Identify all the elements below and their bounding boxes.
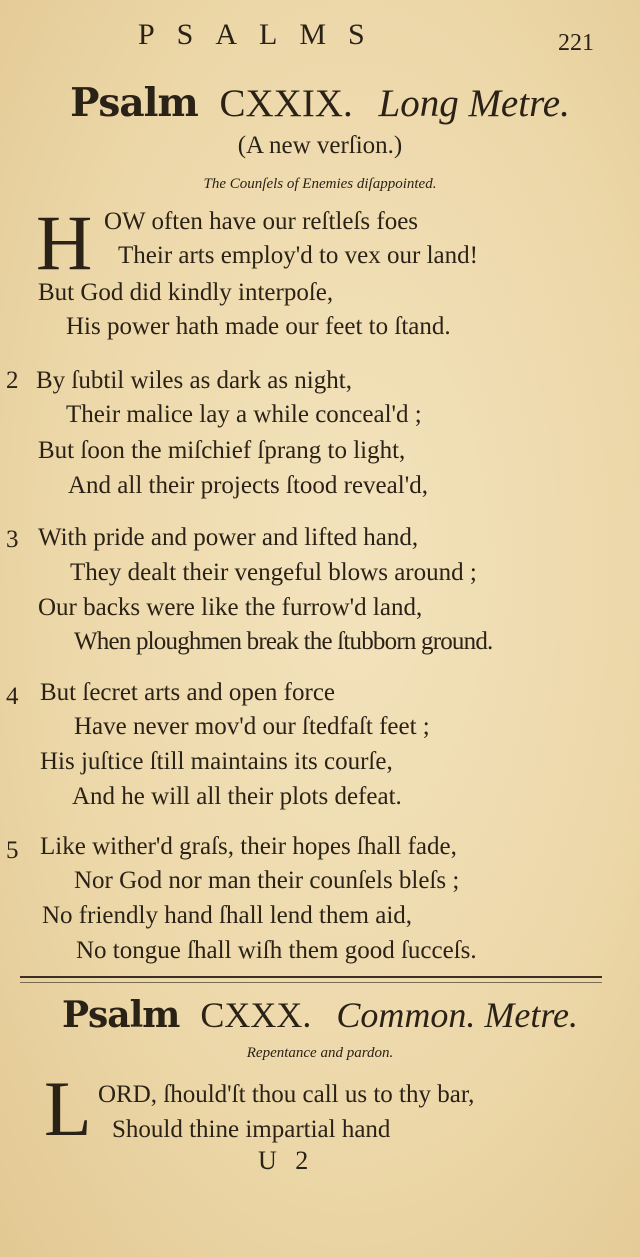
section-rule-thin (20, 982, 602, 983)
verse-line: No tongue ſhall wiſh them good ſucceſs. (76, 937, 477, 964)
verse-number: 3 (6, 526, 19, 553)
psalm-label: Psalm (61, 994, 180, 1036)
verse-line: They dealt their vengeful blows around ; (70, 559, 477, 586)
drop-cap: H (36, 199, 93, 286)
verse-line: But God did kindly interpoſe, (38, 279, 334, 306)
psalm-metre: Long Metre. (378, 82, 570, 125)
verse-line: His juſtice ſtill maintains its courſe, (40, 748, 393, 775)
verse-line: No friendly hand ſhall lend them aid, (42, 902, 413, 929)
verse-line: Should thine impartial hand (112, 1116, 391, 1143)
running-title: PSALMS (138, 18, 387, 51)
verse-number: 2 (6, 367, 19, 394)
psalm-129-title (0, 80, 640, 126)
psalm-number: CXXX. (200, 995, 312, 1035)
verse-line: OW often have our reſtleſs foes (104, 208, 419, 235)
verse-line: Our backs were like the furrow'd land, (38, 594, 423, 621)
psalm-argument: Repentance and pardon. (246, 1045, 394, 1061)
verse-line: ORD, ſhould'ſt thou call us to thy bar, (98, 1081, 475, 1108)
verse-line: Like wither'd graſs, their hopes ſhall fade, (40, 833, 457, 860)
verse-number: 5 (6, 837, 19, 864)
verse-line: But ſecret arts and open force (40, 679, 336, 706)
verse-line: Have never mov'd our ſtedfaſt feet ; (74, 713, 430, 740)
verse-line: And all their projects ſtood reveal'd, (68, 472, 428, 499)
verse-line: By ſubtil wiles as dark as night, (36, 367, 352, 394)
verse-line: When ploughmen break the ſtubborn ground. (74, 628, 493, 655)
psalm-number: CXXIX. (219, 82, 353, 125)
verse-line: Nor God nor man their counſels bleſs ; (74, 867, 460, 894)
verse-number: 4 (6, 683, 19, 710)
drop-cap: L (44, 1065, 92, 1152)
verse-line: With pride and power and lifted hand, (38, 524, 419, 551)
signature-mark: U 2 (258, 1146, 315, 1175)
verse-line: Their arts employ'd to vex our land! (118, 242, 478, 269)
psalm-argument: The Counſels of Enemies diſappointed. (203, 176, 437, 192)
version-note: (A new verſion.) (237, 132, 403, 159)
verse-line: And he will all their plots defeat. (72, 783, 402, 810)
page-number: 221 (558, 30, 594, 56)
psalm-metre: Common. Metre. (336, 995, 579, 1035)
verse-line: Their malice lay a while conceal'd ; (66, 401, 422, 428)
verse-line: But ſoon the miſchief ſprang to light, (38, 437, 406, 464)
psalm-130-title (0, 994, 640, 1036)
running-head (0, 14, 640, 54)
psalm-label: Psalm (70, 80, 198, 126)
verse-line: His power hath made our feet to ſtand. (66, 313, 451, 340)
section-rule (20, 976, 602, 978)
